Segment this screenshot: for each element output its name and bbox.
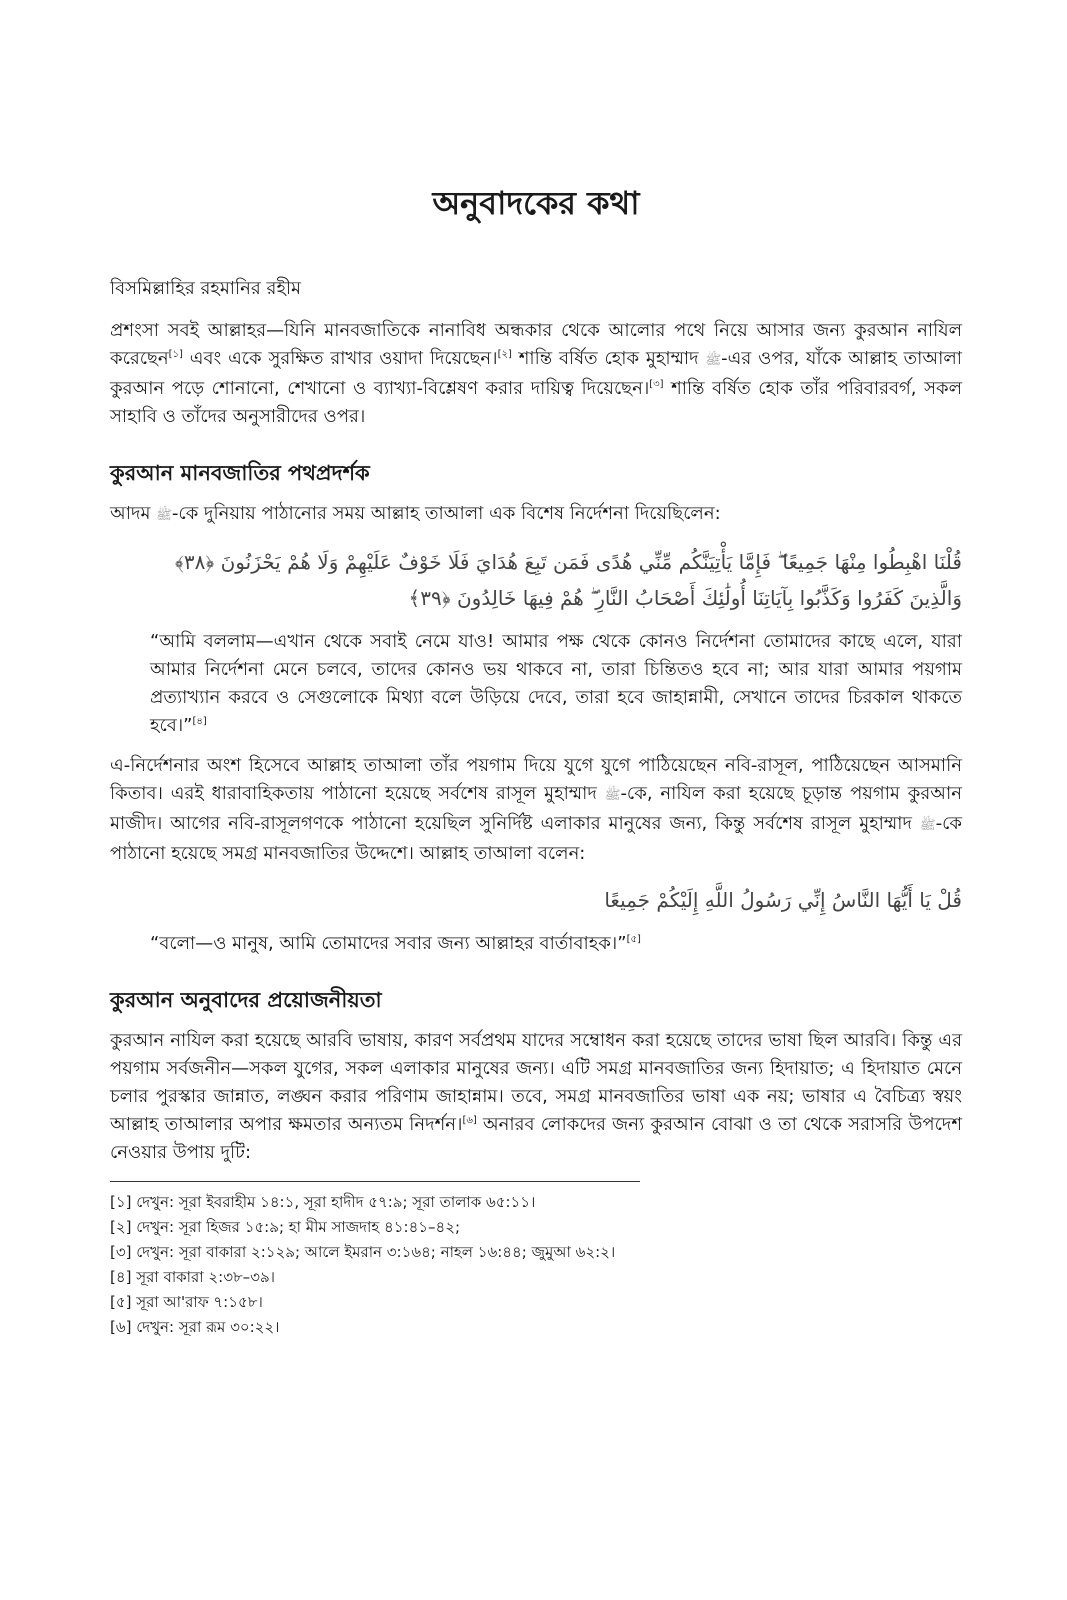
intro-text-4: -এর ওপর, যাঁকে আল্লাহ তাআলা কুরআন পড়ে শোনানো, শেখানো ও ব্যাখ্যা-বিশ্লেষণ করার দায়িত্ব দিয়েছেন। xyxy=(110,348,962,399)
footnote-divider xyxy=(110,1181,640,1182)
page-title: অনুবাদকের কথা xyxy=(432,184,640,222)
footnotes xyxy=(110,1190,962,1340)
need-text-2: অনারব লোকদের জন্য কুরআন বোঝা ও তা থেকে সরাসরি উপদেশ নেওয়ার উপায় দুটি: xyxy=(110,1114,962,1163)
prophets-text-3: -কে পাঠানো হয়েছে সমগ্র মানবজাতির উদ্দেশে। আল্লাহ তাআলা বলেন: xyxy=(110,813,962,864)
footnote-2: [২] দেখুন: সূরা হিজর ১৫:৯; হা মীম সাজদাহ ৪১:৪১–৪২; xyxy=(110,1218,461,1236)
footnote-5: [৫] সূরা আ'রাফ ৭:১৫৮। xyxy=(110,1293,263,1311)
footnote-ref-4[interactable]: [৪] xyxy=(192,716,207,727)
prophets-text-2: -কে, নাযিল করা হয়েছে চূড়ান্ত পয়গাম কুরআন মাজীদ। আগের নবি-রাসূলগণকে পাঠানো হয়েছিল সুনির্দিষ্ট এলাকার মানুষের জন্য, কিন্তু সর্বশেষ রাসূল মুহাম্মাদ xyxy=(110,783,963,834)
salla-symbol: ﷺ xyxy=(919,818,936,833)
intro-text-3: শান্তি বর্ষিত হোক মুহাম্মাদ xyxy=(511,348,706,369)
quote-1-text: “আমি বললাম—এখান থেকে সবাই নেমে যাও! আমার পক্ষ থেকে কোনও নির্দেশনা তোমাদের কাছে এলে, যারা আমার নির্দেশনা মেনে চলবে, তাদের কোনও ভয় থাকবে না, তারা চিন্তিতও হবে না; আর যারা আমার পয়গাম প্রত্যাখ্যান করবে ও সেগুলোকে মিথ্যা বলে উড়িয়ে দেবে, তারা হবে জাহান্নামী, সেখানে তাদের চিরকাল থাকতে হবে।” xyxy=(150,631,962,736)
footnote-ref-1[interactable]: [১] xyxy=(168,349,183,360)
section-heading-guidance: কুরআন মানবজাতির পথপ্রদর্শক xyxy=(110,461,370,485)
salla-symbol: ﷺ xyxy=(705,353,722,368)
bismillah-line: বিসমিল্লাহির রহমানির রহীম xyxy=(110,278,302,299)
translation-need-paragraph xyxy=(110,1027,962,1167)
footnote-ref-2[interactable]: [২] xyxy=(497,349,512,360)
adam-text-1: আদম xyxy=(110,503,157,524)
intro-text-1: প্রশংসা সবই আল্লাহর—যিনি মানবজাতিকে নানাবিধ অন্ধকার থেকে আলোর পথে নিয়ে আসার জন্য কুরআন নাযিল করেছেন xyxy=(110,320,962,369)
footnote-ref-6[interactable]: [৬] xyxy=(462,1115,477,1126)
arabic-verse-2: قُلْ يَا أَيُّهَا النَّاسُ إِنِّي رَسُولُ اللَّهِ إِلَيْكُمْ جَمِيعًا xyxy=(604,888,962,912)
adam-paragraph xyxy=(110,500,962,530)
intro-text-5: শান্তি বর্ষিত হোক তাঁর পরিবারবর্গ, সকল সাহাবি ও তাঁদের অনুসারীদের ওপর। xyxy=(110,378,962,427)
prophets-text-1: এ-নির্দেশনার অংশ হিসেবে আল্লাহ তাআলা তাঁর পয়গাম দিয়ে যুগে যুগে পাঠিয়েছেন নবি-রাসূল, পাঠিয়েছেন আসমানি কিতাব। এরই ধারাবাহিকতায় পাঠানো হয়েছে সর্বশেষ রাসূল মুহাম্মাদ xyxy=(110,755,962,804)
intro-paragraph xyxy=(110,317,962,431)
need-text-1: কুরআন নাযিল করা হয়েছে আরবি ভাষায়, কারণ সর্বপ্রথম যাদের সম্বোধন করা হয়েছে তাদের ভাষা ছিল আরবি। কিন্তু এর পয়গাম সর্বজনীন—সকল যুগের, সকল এলাকার মানুষের জন্য। এটি সমগ্র মানবজাতির জন্য হিদায়াত; এ হিদায়াত মেনে চলার পুরস্কার জান্নাত, লঙ্ঘন করার পরিণাম জাহান্নাম। তবে, সমগ্র মানবজাতির ভাষা এক নয়; ভাষার এ বৈচিত্র্য স্বয়ং আল্লাহ তাআলার অপার ক্ষমতার অন্যতম নিদর্শন। xyxy=(110,1030,962,1135)
translation-quote-2 xyxy=(150,930,962,958)
footnote-4: [৪] সূরা বাকারা ২:৩৮–৩৯। xyxy=(110,1268,276,1286)
intro-text-2: এবং একে সুরক্ষিত রাখার ওয়াদা দিয়েছেন। xyxy=(182,348,498,369)
salam-symbol: ﷺ xyxy=(156,508,172,523)
footnote-1: [১] দেখুন: সূরা ইবরাহীম ১৪:১, সূরা হাদীদ ৫৭:৯; সূরা তালাক ৬৫:১১। xyxy=(110,1193,536,1211)
salla-symbol: ﷺ xyxy=(604,788,621,803)
quote-2-text: “বলো—ও মানুষ, আমি তোমাদের সবার জন্য আল্লাহর বার্তাবাহক।” xyxy=(150,933,627,954)
arabic-verse-1: قُلْنَا اهْبِطُوا مِنْهَا جَمِيعًا ۖ فَإِمَّا يَأْتِيَنَّكُم مِّنِّي هُدًى فَمَن تَبِعَ هُدَايَ فَلَا خَوْفٌ عَلَيْهِمْ وَلَا هُمْ يَحْزَنُونَ ﴿٣٨﴾ وَالَّذِينَ كَفَرُوا وَكَذَّبُوا بِآيَاتِنَا أُولَٰئِكَ أَصْحَابُ النَّارِ ۖ هُمْ فِيهَا خَالِدُونَ ﴿٣٩﴾ xyxy=(175,550,962,610)
footnote-6: [৬] দেখুন: সূরা রূম ৩০:২২। xyxy=(110,1318,280,1336)
prophets-paragraph xyxy=(110,752,962,868)
adam-text-2: -কে দুনিয়ায় পাঠানোর সময় আল্লাহ তাআলা এক বিশেষ নির্দেশনা দিয়েছিলেন: xyxy=(171,503,721,524)
footnote-3: [৩] দেখুন: সূরা বাকারা ২:১২৯; আলে ইমরান ৩:১৬৪; নাহল ১৬:৪৪; জুমুআ ৬২:২। xyxy=(110,1243,616,1261)
translation-quote-1 xyxy=(150,628,962,740)
section-heading-translation-need: কুরআন অনুবাদের প্রয়োজনীয়তা xyxy=(110,988,382,1012)
footnote-ref-3[interactable]: [৩] xyxy=(649,379,664,390)
footnote-ref-5[interactable]: [৫] xyxy=(626,934,641,945)
